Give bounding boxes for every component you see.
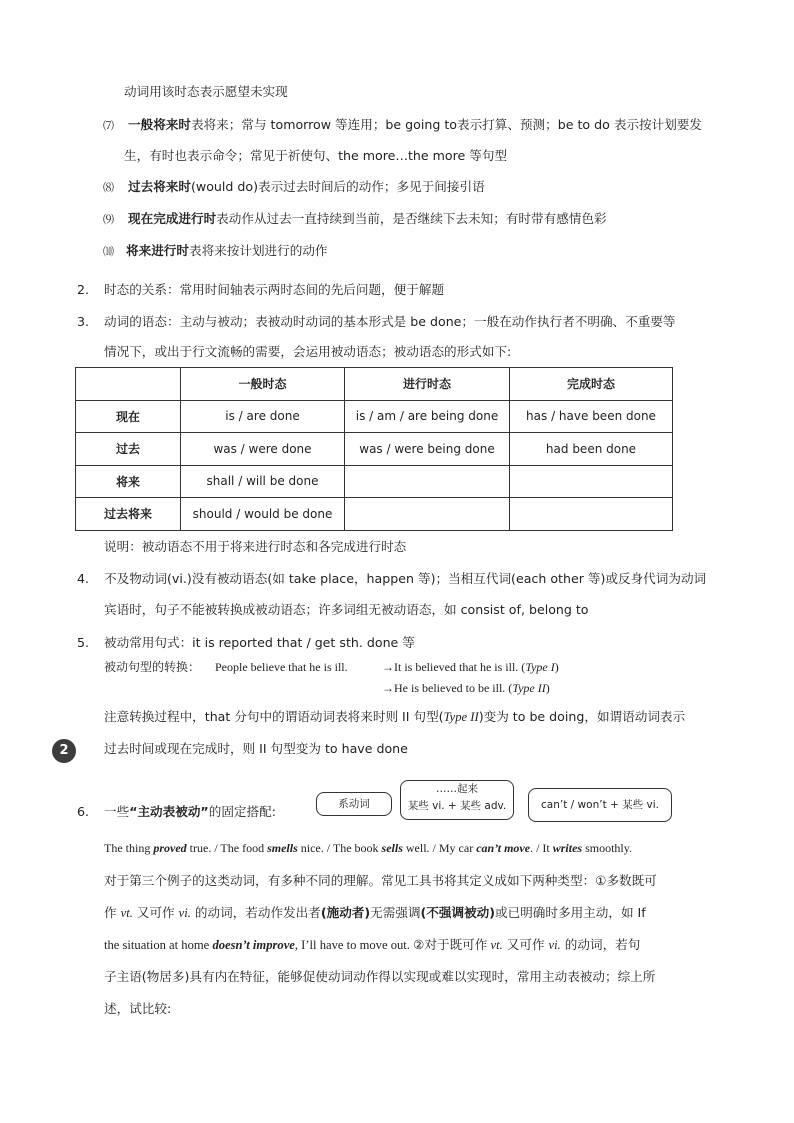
table-header-cell: 完成时态	[510, 368, 673, 401]
text-span: 的动词，若动作发出者	[190, 905, 321, 920]
section-3-text-cont: 情况下，或出于行文流畅的需要，会运用被动语态；被动语态的形式如下:	[104, 344, 512, 359]
text-span: 的固定搭配:	[208, 804, 276, 819]
text-span: vt.	[490, 938, 503, 952]
section-5-note-cont: 过去时间或现在完成时，则 II 句型变为 to have done	[104, 741, 408, 756]
item-text: 表将来按计划进行的动作	[188, 243, 328, 258]
term-future-simple: 一般将来时	[128, 117, 191, 132]
table-cell	[345, 465, 510, 498]
text-span: 或已明确时多用主动，如 If	[495, 905, 646, 920]
bubble-text: can’t / won’t + 某些 vi.	[541, 799, 659, 811]
table-cell: is / are done	[181, 400, 345, 433]
section-4-text: 不及物动词(vi.)没有被动语态(如 take place，happen 等)；当相互代词(each other 等)或反身代词为动词	[104, 571, 707, 586]
table-cell: had been done	[510, 433, 673, 466]
table-cell: is / am / are being done	[345, 400, 510, 433]
example-verb: can’t move	[476, 841, 531, 855]
text-span: (不强调被动)	[420, 905, 496, 920]
type-label: Type II	[443, 710, 479, 724]
example-verb: smells	[267, 841, 298, 855]
term-future-continuous: 将来进行时	[126, 243, 189, 258]
row-label: 将来	[76, 465, 181, 498]
page-badge: 2	[52, 739, 76, 763]
list-number-2: 2.	[77, 282, 90, 297]
text-span: 又可作	[502, 937, 549, 952]
bubble-linking-verb	[316, 792, 392, 816]
table-note: 说明：被动语态不用于将来进行时态和各完成进行时态	[104, 539, 407, 554]
conversion-type-2	[382, 680, 550, 696]
note-text: )变为 to be doing，如谓语动词表示	[478, 709, 686, 724]
table-cell: has / have been done	[510, 400, 673, 433]
text-span: 又可作	[132, 905, 179, 920]
term-present-perfect-continuous: 现在完成进行时	[128, 211, 217, 226]
text-span: (施动者)	[320, 905, 371, 920]
text-span: vi.	[548, 938, 561, 952]
paren: )	[554, 660, 559, 674]
table-header-cell: 一般时态	[181, 368, 345, 401]
example-verb: doesn’t improve	[212, 938, 295, 952]
conversion-text: →It is believed that he is ill. (	[382, 660, 526, 674]
table-row	[76, 400, 673, 433]
text-line: 生，有时也表示命令；常见于祈使句、the more…the more 等句型	[124, 148, 508, 163]
list-item-8	[103, 178, 485, 196]
bubble-cant-wont	[528, 788, 672, 822]
text-span: , I’ll have to move out. ②对于既可作	[294, 938, 491, 952]
text-span: 的动词，若句	[560, 937, 641, 952]
passive-voice-table	[75, 367, 673, 531]
section-5-text: 被动常用句式：it is reported that / get sth. done 等	[104, 635, 415, 650]
row-label: 过去	[76, 433, 181, 466]
list-number-4: 4.	[77, 571, 90, 586]
list-item-7	[103, 116, 702, 134]
conversion-label: 被动句型的转换：	[104, 660, 201, 674]
section-2-text: 时态的关系：常用时间轴表示两时态间的先后问题，便于解题	[104, 282, 445, 297]
text-span: the situation at home	[104, 938, 213, 952]
text-span: . / It	[530, 841, 553, 855]
table-cell: shall / will be done	[181, 465, 345, 498]
bubble-text-bottom: 某些 vi. + 某些 adv.	[407, 800, 507, 812]
text-span: smoothly.	[582, 841, 632, 855]
text-span: vi.	[178, 906, 191, 920]
conversion-text: →He is believed to be ill. (	[382, 681, 513, 695]
text-span: 无需强调	[370, 905, 421, 920]
example-verb: writes	[552, 841, 583, 855]
conversion-type-1	[382, 659, 559, 675]
table-cell	[510, 465, 673, 498]
text-span: well. / My car	[402, 841, 477, 855]
text-span: 一些	[104, 804, 130, 819]
text-span: The thing	[104, 841, 154, 855]
item-number: ⑺	[103, 119, 114, 132]
explanation-line-1: 对于第三个例子的这类动词，有多种不同的理解。常见工具书将其定义成如下两种类型：①多数既可	[104, 873, 657, 888]
table-cell	[510, 498, 673, 531]
explanation-line-3	[104, 936, 640, 954]
example-verb: sells	[381, 841, 403, 855]
table-row	[76, 498, 673, 531]
example-verb: proved	[153, 841, 187, 855]
item-number: ⑻	[103, 181, 114, 194]
text-span: vt.	[120, 906, 133, 920]
row-label: 现在	[76, 400, 181, 433]
example-line	[104, 840, 632, 856]
table-cell: was / were being done	[345, 433, 510, 466]
item-text: (would do)表示过去时间后的动作；多见于间接引语	[190, 179, 485, 194]
list-number-3: 3.	[77, 314, 90, 329]
bubble-text: 系动词	[338, 798, 370, 810]
item-number: ⑼	[103, 213, 114, 226]
item-text: 表动作从过去一直持续到当前，是否继续下去未知；有时带有感情色彩	[216, 211, 607, 226]
term-active-passive: “主动表被动”	[129, 804, 209, 819]
explanation-line-5: 述，试比较:	[104, 1001, 172, 1016]
explanation-line-4: 子主语(物居多)具有内在特征，能够促使动词动作得以实现或难以实现时，常用主动表被动；综上所	[104, 969, 656, 984]
text-span: true. / The food	[186, 841, 268, 855]
table-cell: should / would be done	[181, 498, 345, 531]
item-number: ⑽	[103, 245, 114, 258]
table-header-row	[76, 368, 673, 401]
bubble-text-top: ……起来	[436, 783, 478, 795]
item-text: 表将来；常与 tomorrow 等连用；be going to表示打算、预测；be to do 表示按计划要发	[190, 117, 702, 132]
row-label: 过去将来	[76, 498, 181, 531]
table-header-cell: 进行时态	[345, 368, 510, 401]
section-4-text-cont: 宾语时，句子不能被转换成被动语态；许多词组无被动语态，如 consist of, belong to	[104, 602, 589, 617]
paren: )	[545, 681, 550, 695]
text-span: 作	[104, 905, 121, 920]
table-cell: was / were done	[181, 433, 345, 466]
list-number-6: 6.	[77, 804, 90, 819]
list-item-10	[103, 242, 328, 260]
conversion-source: People believe that he is ill.	[215, 660, 348, 674]
explanation-line-2	[104, 904, 646, 922]
section-3-text: 动词的语态：主动与被动；表被动时动词的基本形式是 be done；一般在动作执行者不明确、不重要等	[104, 314, 676, 329]
type-label: Type I	[525, 660, 555, 674]
section-5-note	[104, 708, 685, 726]
text-line: 动词用该时态表示愿望未实现	[124, 84, 288, 99]
text-span: nice. / The book	[297, 841, 382, 855]
table-row	[76, 433, 673, 466]
section-6-text	[104, 803, 276, 820]
bubble-vi-adv	[400, 780, 514, 820]
type-label: Type II	[512, 681, 546, 695]
list-item-9	[103, 210, 607, 228]
note-text: 注意转换过程中，that 分句中的谓语动词表将来时则 II 句型(	[104, 709, 444, 724]
table-cell	[345, 498, 510, 531]
table-row	[76, 465, 673, 498]
list-number-5: 5.	[77, 635, 90, 650]
table-header-cell	[76, 368, 181, 401]
term-future-in-past: 过去将来时	[128, 179, 191, 194]
